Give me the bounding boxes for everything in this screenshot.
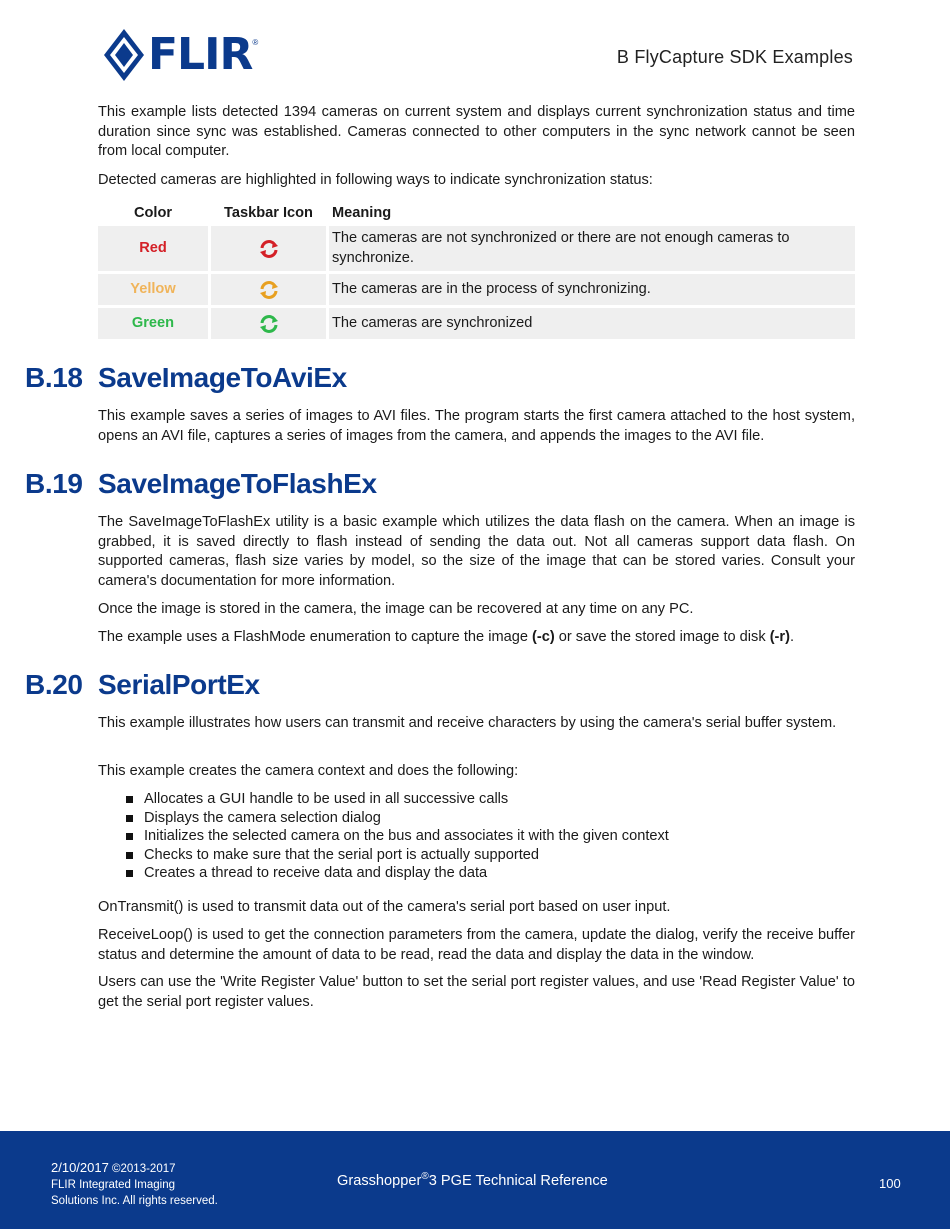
meaning-cell: The cameras are not synchronized or there are not enough cameras to synchronize.: [329, 226, 855, 271]
footer-company-1: FLIR Integrated Imaging: [51, 1179, 176, 1191]
table-row: [98, 274, 855, 305]
bullet-square-icon: [126, 870, 133, 877]
section-title-b19: SaveImageToFlashEx: [98, 468, 377, 499]
intro-paragraph-2: Detected cameras are highlighted in following ways to indicate synchronization status:: [98, 172, 653, 188]
section-number-b19: B.19: [25, 468, 83, 499]
status-color-red: Red: [98, 226, 208, 271]
table-header-row: [98, 203, 855, 223]
list-item-text: Displays the camera selection dialog: [144, 809, 381, 826]
intro-block-2: [98, 171, 855, 191]
page-number: 100: [879, 1176, 901, 1191]
flir-logo: [104, 28, 258, 82]
footer-product: Grasshopper: [337, 1172, 422, 1189]
b20-paragraph-1: This example illustrates how users can transmit and receive characters by using the camera's serial buffer system.: [98, 715, 837, 731]
b19-body: [98, 513, 855, 591]
icon-cell: [211, 308, 326, 339]
footer-doc-title: [337, 1171, 608, 1189]
status-color-yellow: Yellow: [98, 274, 208, 305]
b19-paragraph-3: [98, 628, 855, 648]
meaning-cell: The cameras are in the process of synchronizing.: [329, 274, 855, 305]
footer-doc-name: 3 PGE Technical Reference: [428, 1172, 608, 1189]
list-item: [98, 864, 855, 883]
bullet-square-icon: [126, 852, 133, 859]
table-row: [98, 308, 855, 339]
bullet-square-icon: [126, 815, 133, 822]
list-item-text: Initializes the selected camera on the bus and associates it with the given context: [144, 828, 669, 845]
icon-cell: [211, 226, 326, 271]
b19-paragraph-1: The SaveImageToFlashEx utility is a basic example which utilizes the data flash on the camera. When an image is grabbed, it is saved directly to flash instead of sending the data out. Not all cameras support data flash. On supported cameras, flash size varies by model, so the size of the image that can be stored varies. Consult your camera's documentation for more information.: [98, 514, 855, 589]
flag-capture: (-c): [532, 629, 555, 645]
sync-red-icon: [258, 240, 280, 258]
bullet-square-icon: [126, 833, 133, 840]
b18-body: [98, 407, 855, 446]
footer-company-2: Solutions Inc. All rights reserved.: [51, 1195, 218, 1207]
sync-green-icon: [258, 315, 280, 333]
section-number-b20: B.20: [25, 669, 83, 700]
b20-body-5: [98, 973, 855, 1012]
b20-body-2: [98, 762, 855, 782]
status-color-green: Green: [98, 308, 208, 339]
running-header: B FlyCapture SDK Examples: [616, 47, 853, 67]
b20-paragraph-4: ReceiveLoop() is used to get the connection parameters from the camera, update the dialog, verify the receive buffer status and determine the amount of data to be read, read the data and display the data in the window.: [98, 927, 855, 963]
b19-text: .: [789, 629, 795, 645]
b20-body-3: [98, 898, 855, 918]
table-header-meaning: Meaning: [332, 205, 392, 221]
sync-yellow-icon: [258, 281, 280, 299]
icon-cell: [211, 274, 326, 305]
b20-paragraph-5: Users can use the 'Write Register Value' button to set the serial port register values, and use 'Read Register Value' to get the serial port register values.: [98, 974, 855, 1010]
b19-paragraph-2: Once the image is stored in the camera, the image can be recovered at any time on any PC.: [98, 601, 694, 617]
b20-paragraph-3: OnTransmit() is used to transmit data out of the camera's serial port based on user input.: [98, 899, 671, 915]
list-item: [98, 827, 855, 846]
b19-body-3: [98, 628, 855, 648]
intro-block: [98, 103, 855, 162]
b19-body-2: [98, 600, 855, 620]
footer-copyright-block: [51, 1160, 218, 1209]
footer-date: 2/10/2017: [51, 1160, 109, 1175]
intro-paragraph: This example lists detected 1394 cameras on current system and displays current synchronization status and time duration since sync was established. Cameras connected to other computers in the sync network cannot be seen from local computer.: [98, 104, 855, 160]
logo-text: FLIR: [148, 29, 253, 80]
b18-paragraph: This example saves a series of images to AVI files. The program starts the first camera attached to the host system, opens an AVI file, captures a series of images from the camera, and appends the images to the AVI file.: [98, 408, 855, 444]
b20-bullets: [98, 790, 855, 883]
logo-registered-mark: ®: [252, 38, 259, 47]
b20-paragraph-2: This example creates the camera context and does the following:: [98, 763, 519, 779]
section-title-b20: SerialPortEx: [98, 669, 260, 700]
page-footer: [0, 1131, 950, 1229]
sync-status-table: [98, 203, 855, 339]
list-item-text: Creates a thread to receive data and display the data: [144, 865, 488, 882]
list-item: [98, 790, 855, 809]
bullet-list: [98, 790, 855, 883]
bullet-square-icon: [126, 796, 133, 803]
flag-read: (-r): [769, 629, 790, 645]
b19-text: or save the stored image to disk: [554, 629, 770, 645]
list-item: [98, 846, 855, 865]
b20-body: [98, 714, 855, 734]
table-header-icon: Taskbar Icon: [224, 205, 313, 221]
b20-body-4: [98, 926, 855, 965]
section-title-b18: SaveImageToAviEx: [98, 362, 347, 393]
flir-diamond-icon: [104, 29, 144, 81]
table-row: [98, 226, 855, 271]
list-item: [98, 809, 855, 828]
footer-copyright: ©2013-2017: [112, 1163, 176, 1175]
list-item-text: Allocates a GUI handle to be used in all successive calls: [144, 791, 509, 807]
b19-text: The example uses a FlashMode enumeration to capture the image: [98, 629, 533, 645]
table-header-color: Color: [133, 205, 173, 221]
section-number-b18: B.18: [25, 362, 83, 393]
footer-date-line: [51, 1160, 218, 1177]
meaning-cell: The cameras are synchronized: [329, 308, 855, 339]
footer-registered-mark: ®: [421, 1171, 429, 1182]
list-item-text: Checks to make sure that the serial port is actually supported: [144, 846, 540, 863]
